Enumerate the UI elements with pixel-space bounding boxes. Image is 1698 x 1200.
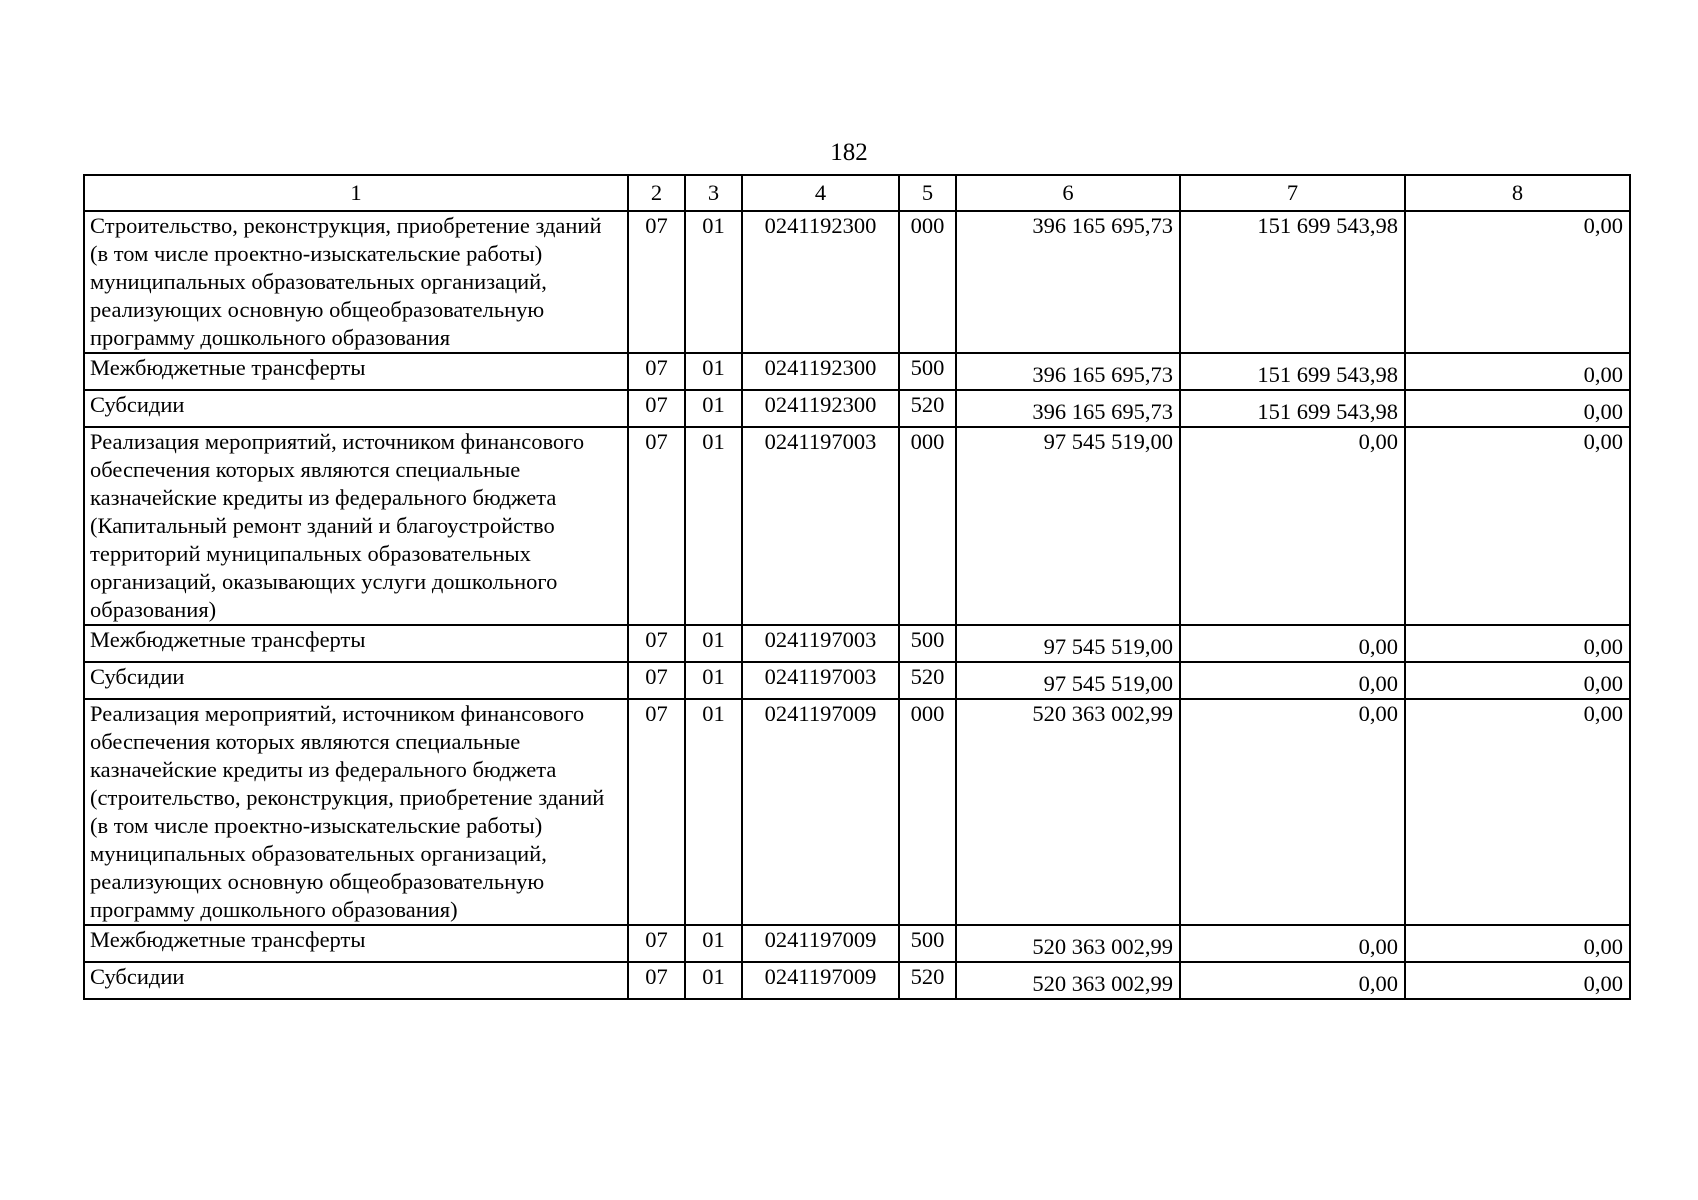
expense-type-code: 500	[899, 925, 956, 962]
table-row	[84, 390, 1630, 427]
section-code: 07	[628, 211, 685, 353]
table-row	[84, 925, 1630, 962]
row-name: Субсидии	[84, 962, 628, 999]
section-code: 07	[628, 699, 685, 925]
column-header: 3	[685, 175, 742, 211]
table-row	[84, 699, 1630, 925]
row-name: Межбюджетные трансферты	[84, 925, 628, 962]
target-article-code: 0241192300	[742, 390, 899, 427]
amount-col6: 396 165 695,73	[956, 390, 1180, 427]
target-article-code: 0241192300	[742, 211, 899, 353]
target-article-code: 0241197009	[742, 962, 899, 999]
row-name: Строительство, реконструкция, приобретение зданий (в том числе проектно-изыскательские работы) муниципальных образовательных организаций, реализующих основную общеобразовательную программу дошкольного образования	[84, 211, 628, 353]
target-article-code: 0241197009	[742, 925, 899, 962]
column-header: 8	[1405, 175, 1630, 211]
table-row	[84, 427, 1630, 625]
row-name: Реализация мероприятий, источником финансового обеспечения которых являются специальные казначейские кредиты из федерального бюджета (Капитальный ремонт зданий и благоустройство территорий муниципальных образовательных организаций, оказывающих услуги дошкольного образования)	[84, 427, 628, 625]
amount-col6: 520 363 002,99	[956, 962, 1180, 999]
expense-type-code: 000	[899, 699, 956, 925]
expense-type-code: 500	[899, 353, 956, 390]
column-header: 4	[742, 175, 899, 211]
subsection-code: 01	[685, 353, 742, 390]
section-code: 07	[628, 353, 685, 390]
subsection-code: 01	[685, 427, 742, 625]
row-name: Субсидии	[84, 390, 628, 427]
table-row	[84, 625, 1630, 662]
amount-col8: 0,00	[1405, 211, 1630, 353]
amount-col7: 0,00	[1180, 699, 1405, 925]
column-header: 7	[1180, 175, 1405, 211]
table-row	[84, 962, 1630, 999]
subsection-code: 01	[685, 662, 742, 699]
amount-col6: 396 165 695,73	[956, 211, 1180, 353]
expense-type-code: 000	[899, 427, 956, 625]
column-header: 6	[956, 175, 1180, 211]
amount-col8: 0,00	[1405, 353, 1630, 390]
table-row	[84, 662, 1630, 699]
expense-type-code: 500	[899, 625, 956, 662]
amount-col7: 0,00	[1180, 625, 1405, 662]
amount-col6: 396 165 695,73	[956, 353, 1180, 390]
section-code: 07	[628, 925, 685, 962]
subsection-code: 01	[685, 211, 742, 353]
budget-table	[83, 174, 1631, 1000]
amount-col6: 520 363 002,99	[956, 699, 1180, 925]
section-code: 07	[628, 427, 685, 625]
amount-col6: 97 545 519,00	[956, 662, 1180, 699]
target-article-code: 0241197003	[742, 625, 899, 662]
expense-type-code: 520	[899, 662, 956, 699]
row-name: Субсидии	[84, 662, 628, 699]
amount-col7: 0,00	[1180, 662, 1405, 699]
target-article-code: 0241197009	[742, 699, 899, 925]
table-row	[84, 353, 1630, 390]
row-name: Межбюджетные трансферты	[84, 625, 628, 662]
amount-col8: 0,00	[1405, 427, 1630, 625]
expense-type-code: 520	[899, 390, 956, 427]
amount-col8: 0,00	[1405, 962, 1630, 999]
amount-col7: 0,00	[1180, 962, 1405, 999]
column-header: 1	[84, 175, 628, 211]
subsection-code: 01	[685, 925, 742, 962]
column-header: 2	[628, 175, 685, 211]
table-row	[84, 211, 1630, 353]
target-article-code: 0241197003	[742, 427, 899, 625]
header-row	[84, 175, 1630, 211]
amount-col8: 0,00	[1405, 390, 1630, 427]
subsection-code: 01	[685, 390, 742, 427]
row-name: Межбюджетные трансферты	[84, 353, 628, 390]
amount-col7: 151 699 543,98	[1180, 390, 1405, 427]
amount-col8: 0,00	[1405, 662, 1630, 699]
column-header: 5	[899, 175, 956, 211]
amount-col8: 0,00	[1405, 925, 1630, 962]
section-code: 07	[628, 962, 685, 999]
expense-type-code: 000	[899, 211, 956, 353]
amount-col6: 97 545 519,00	[956, 625, 1180, 662]
expense-type-code: 520	[899, 962, 956, 999]
subsection-code: 01	[685, 962, 742, 999]
amount-col6: 520 363 002,99	[956, 925, 1180, 962]
row-name: Реализация мероприятий, источником финансового обеспечения которых являются специальные казначейские кредиты из федерального бюджета (строительство, реконструкция, приобретение зданий (в том числе проектно-изыскательские работы) муниципальных образовательных организаций, реализующих основную общеобразовательную программу дошкольного образования)	[84, 699, 628, 925]
amount-col8: 0,00	[1405, 699, 1630, 925]
amount-col7: 0,00	[1180, 925, 1405, 962]
amount-col8: 0,00	[1405, 625, 1630, 662]
subsection-code: 01	[685, 625, 742, 662]
section-code: 07	[628, 390, 685, 427]
amount-col6: 97 545 519,00	[956, 427, 1180, 625]
amount-col7: 151 699 543,98	[1180, 353, 1405, 390]
subsection-code: 01	[685, 699, 742, 925]
target-article-code: 0241192300	[742, 353, 899, 390]
amount-col7: 151 699 543,98	[1180, 211, 1405, 353]
section-code: 07	[628, 662, 685, 699]
amount-col7: 0,00	[1180, 427, 1405, 625]
page-number: 182	[830, 139, 868, 166]
target-article-code: 0241197003	[742, 662, 899, 699]
section-code: 07	[628, 625, 685, 662]
